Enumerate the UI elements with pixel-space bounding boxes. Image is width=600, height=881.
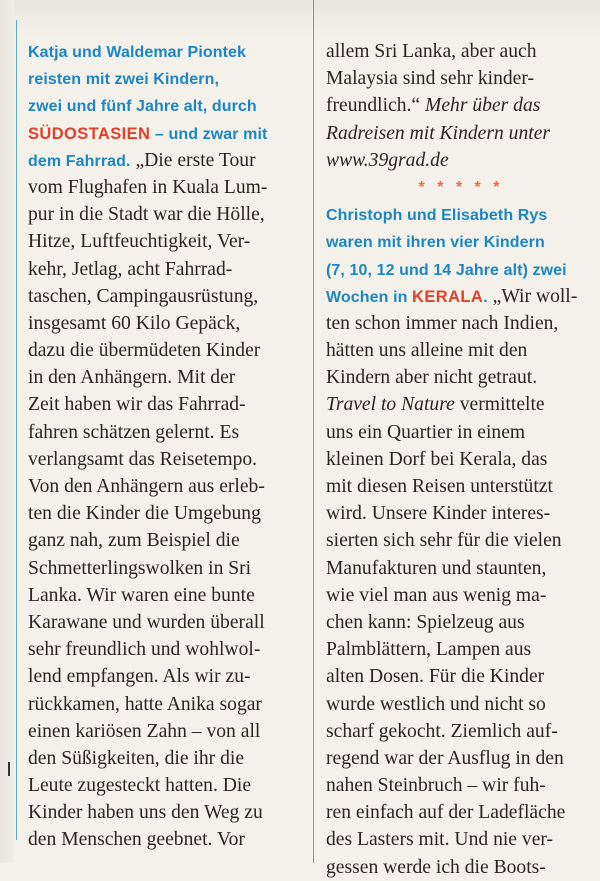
text-line	[28, 364, 306, 391]
body-text: Kindern aber nicht getraut.	[326, 367, 538, 389]
text-line	[28, 527, 306, 554]
body-text: „Wir woll-	[487, 285, 578, 307]
lead-in-text: zwei und fünf Jahre alt, durch	[28, 98, 257, 116]
text-line	[28, 799, 306, 826]
text-line	[326, 92, 596, 119]
text-line	[28, 718, 306, 745]
body-text: nahen Steinbruch – wir fuh-	[326, 775, 546, 797]
text-line	[326, 500, 596, 527]
text-line	[28, 636, 306, 663]
text-line	[326, 391, 596, 418]
body-text: Schmetterlingswolken in Sri	[28, 557, 252, 579]
body-text: Zeit haben wir das Fahrrad-	[28, 394, 246, 416]
lead-in-text: – und zwar mit	[150, 125, 268, 143]
body-text: fahren schätzen gelernt. Es	[28, 421, 240, 443]
body-text: allem Sri Lanka, aber auch	[326, 41, 537, 62]
text-line	[326, 772, 596, 799]
lead-in-text: waren mit ihren vier Kindern	[326, 234, 545, 252]
lead-in-text: (7, 10, 12 und 14 Jahre alt) zwei	[326, 261, 567, 279]
text-line	[326, 419, 596, 446]
text-line	[28, 201, 306, 228]
body-text: Lanka. Wir waren eine bunte	[28, 584, 255, 606]
text-line	[326, 826, 596, 853]
lead-in-text: .	[483, 288, 488, 306]
destination-highlight: SÜDOSTASIEN	[28, 124, 151, 143]
lead-in-text: Christoph und Elisabeth Rys	[326, 207, 548, 225]
text-line	[326, 555, 596, 582]
text-line	[28, 582, 306, 609]
body-text: den Menschen geebnet. Vor	[28, 829, 245, 851]
body-text: Manufakturen und staunten,	[326, 557, 547, 579]
text-line	[28, 174, 306, 201]
margin-mark	[8, 762, 10, 776]
body-text: scharf gekocht. Ziemlich auf-	[326, 720, 558, 742]
body-text: regend war der Ausflug in den	[326, 747, 564, 769]
body-text: chen kann: Spielzeug aus	[326, 611, 525, 633]
body-text: hätten uns alleine mit den	[326, 340, 528, 362]
text-line	[326, 201, 596, 228]
body-text: alten Dosen. Für die Kinder	[326, 666, 545, 688]
page-top-strip	[0, 0, 600, 36]
body-text: des Lasters mit. Und nie ver-	[326, 829, 554, 851]
body-text: insgesamt 60 Kilo Gepäck,	[28, 312, 241, 334]
text-line	[28, 826, 306, 853]
italic-text: Radreisen mit Kindern unter	[326, 122, 551, 144]
body-text: in den Anhängern. Mit der	[28, 367, 236, 389]
italic-text: www.39grad.de	[326, 149, 449, 171]
body-text: sehr freundlich und wohlwol-	[28, 639, 261, 661]
right-column-top-text	[326, 38, 596, 174]
text-line	[28, 500, 306, 527]
body-text: wird. Unsere Kinder interes-	[326, 503, 551, 525]
text-line	[28, 228, 306, 255]
body-text: Hitze, Luftfeuchtigkeit, Ver-	[28, 231, 251, 253]
text-line	[28, 663, 306, 690]
text-line	[28, 337, 306, 364]
body-text: Von den Anhängern aus erleb-	[28, 476, 265, 497]
text-line	[28, 555, 306, 582]
body-text: taschen, Campingausrüstung,	[28, 285, 259, 307]
body-text: ganz nah, zum Beispiel die	[28, 530, 240, 552]
body-text: gessen werde ich die Boots-	[326, 856, 546, 878]
body-text: mit diesen Reisen unterstützt	[326, 476, 553, 497]
text-line	[326, 799, 596, 826]
text-line	[326, 691, 596, 718]
lead-in-text: Katja und Waldemar Piontek	[28, 44, 247, 61]
text-line	[326, 745, 596, 772]
body-text: vermittelte	[454, 394, 545, 416]
body-text: uns ein Quartier in einem	[326, 421, 526, 443]
text-line	[326, 147, 596, 174]
text-line	[28, 473, 306, 500]
body-text: Karawane und wurden überall	[28, 611, 265, 633]
text-line	[28, 65, 306, 92]
body-text: lend empfangen. Als wir zu-	[28, 666, 251, 688]
body-text: kleinen Dorf bei Kerala, das	[326, 448, 548, 470]
text-line	[326, 582, 596, 609]
text-line	[326, 256, 596, 283]
text-line	[28, 147, 306, 174]
left-column-text	[28, 38, 306, 854]
text-line	[326, 228, 596, 255]
text-line	[28, 120, 306, 147]
body-text: sierten sich sehr für die vielen	[326, 530, 562, 552]
lead-in-text: reisten mit zwei Kindern,	[28, 71, 219, 89]
body-text: dazu die übermüdeten Kinder	[28, 340, 261, 362]
text-line	[326, 65, 596, 92]
text-line	[28, 283, 306, 310]
text-line	[28, 745, 306, 772]
body-text: Leute zugesteckt hatten. Die	[28, 775, 252, 797]
page-gutter	[0, 0, 14, 863]
text-line	[326, 527, 596, 554]
text-line	[28, 772, 306, 799]
body-text: einen kariösen Zahn – von all	[28, 720, 261, 742]
body-text: wie viel man aus wenig ma-	[326, 584, 547, 606]
body-text: den Süßigkeiten, die ihr die	[28, 747, 245, 769]
text-line	[28, 256, 306, 283]
italic-text: Travel to Nature	[326, 394, 455, 416]
body-text: wurde westlich und nicht so	[326, 693, 546, 715]
body-text: rückkamen, hatte Anika sogar	[28, 693, 262, 715]
body-text: ren einfach auf der Ladefläche	[326, 802, 566, 824]
text-line	[28, 310, 306, 337]
body-text: Kinder haben uns den Weg zu	[28, 802, 263, 824]
text-line	[326, 854, 596, 881]
body-text: verlangsamt das Reisetempo.	[28, 448, 258, 470]
text-line	[326, 310, 596, 337]
right-column-text	[326, 38, 596, 881]
text-line	[28, 609, 306, 636]
text-line	[326, 636, 596, 663]
text-line	[326, 609, 596, 636]
text-line	[326, 446, 596, 473]
column-divider-rule	[313, 0, 314, 863]
left-column-rule	[16, 20, 17, 840]
body-text: ten die Kinder die Umgebung	[28, 503, 261, 525]
lead-in-text: Wochen in	[326, 288, 413, 306]
text-line	[28, 38, 306, 65]
body-text: „Die erste Tour	[130, 149, 256, 171]
text-line	[326, 718, 596, 745]
text-line	[28, 419, 306, 446]
body-text: ten schon immer nach Indien,	[326, 312, 559, 334]
italic-text: Mehr über das	[420, 95, 541, 117]
body-text: Palmblättern, Lampen aus	[326, 639, 532, 661]
lead-in-text: dem Fahrrad.	[28, 152, 131, 170]
text-line	[326, 663, 596, 690]
text-line	[28, 691, 306, 718]
destination-highlight: KERALA	[412, 287, 484, 306]
text-line	[28, 446, 306, 473]
text-line	[326, 120, 596, 147]
text-line	[326, 283, 596, 310]
text-line	[326, 337, 596, 364]
body-text: freundlich.“	[326, 95, 421, 117]
section-divider-stars: * * * * *	[418, 178, 504, 196]
text-line	[326, 364, 596, 391]
text-line	[28, 92, 306, 119]
text-line	[326, 38, 596, 65]
text-line	[28, 391, 306, 418]
body-text: kehr, Jetlag, acht Fahrrad-	[28, 258, 233, 280]
body-text: pur in die Stadt war die Hölle,	[28, 204, 265, 226]
text-line	[326, 473, 596, 500]
right-column-bottom-text	[326, 201, 596, 881]
body-text: vom Flughafen in Kuala Lum-	[28, 176, 268, 198]
body-text: Malaysia sind sehr kinder-	[326, 68, 535, 90]
